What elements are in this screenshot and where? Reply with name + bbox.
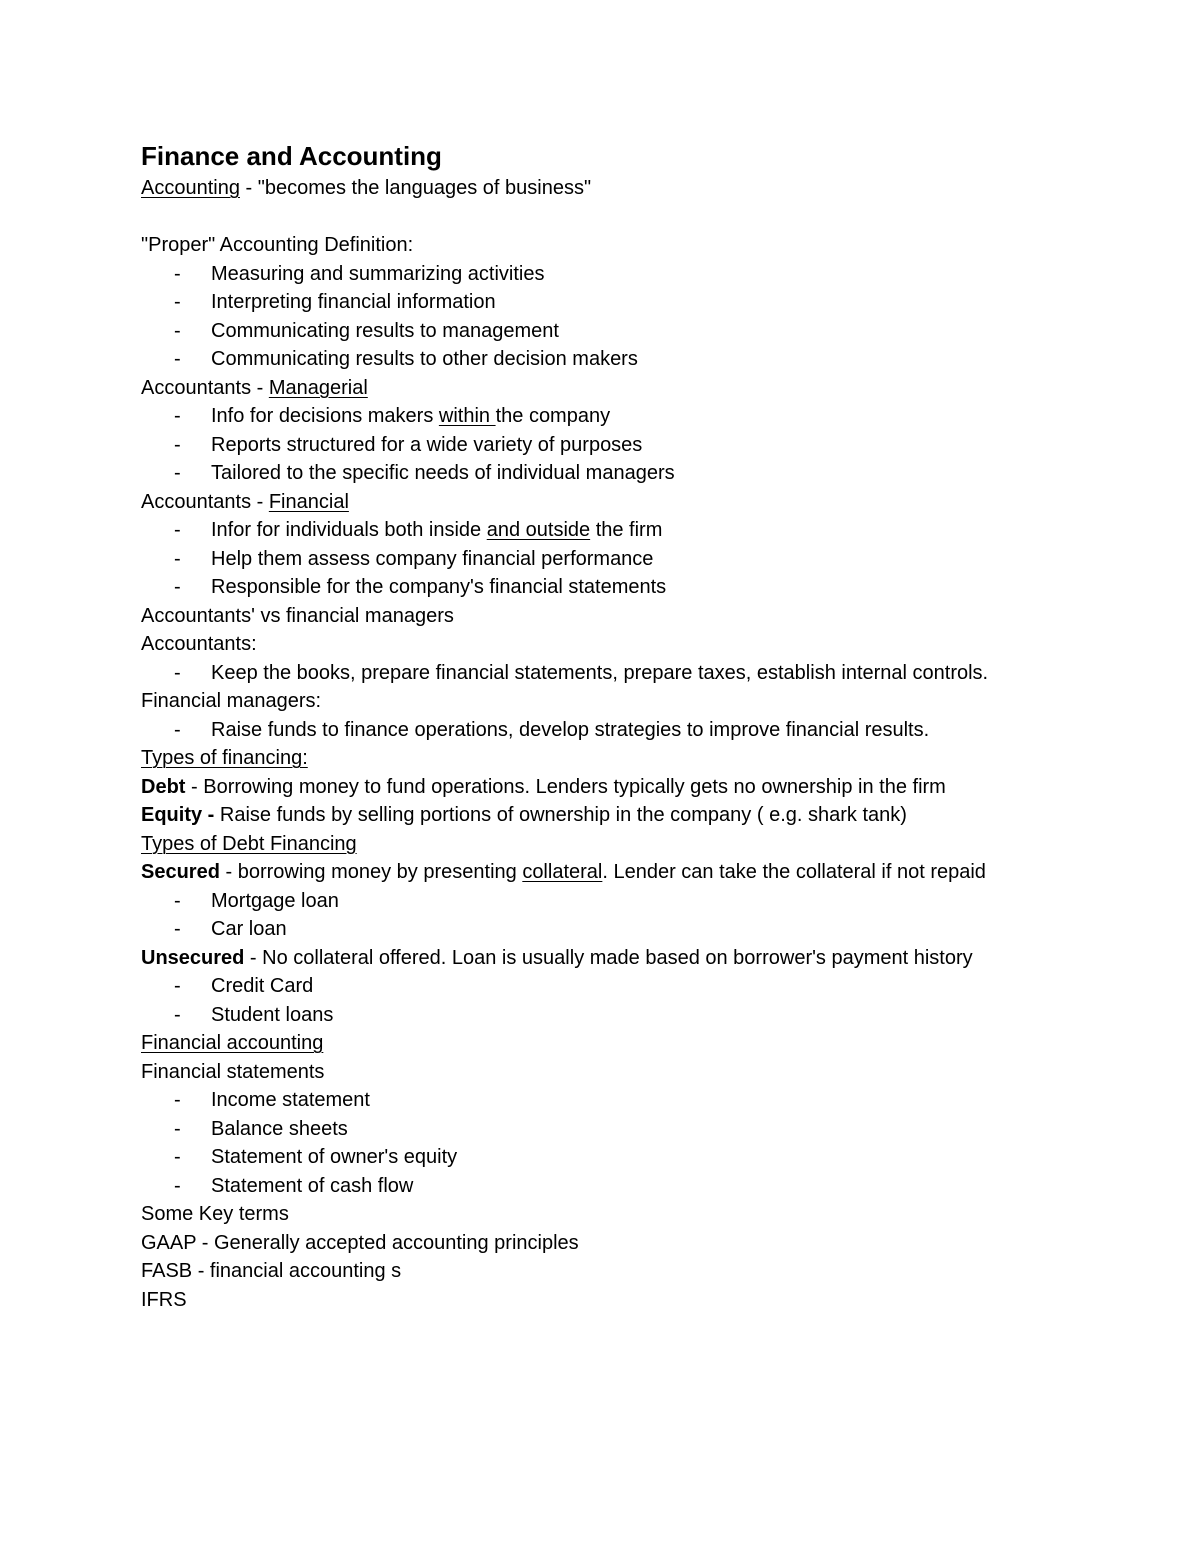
list-item-text: Interpreting financial information (211, 291, 496, 313)
dash-marker: - (174, 918, 181, 940)
definition-heading: "Proper" Accounting Definition: (141, 234, 414, 256)
intro-line (141, 174, 1141, 203)
key-terms-heading: Some Key terms (141, 1203, 289, 1225)
list-item-text: the company (495, 405, 611, 427)
financial-managers-label: Financial managers: (141, 690, 322, 712)
list-item (141, 573, 1141, 602)
list-item-text: Reports structured for a wide variety of purposes (211, 433, 643, 456)
heading-prefix: Accountants - (141, 490, 269, 513)
list-item-text: Credit Card (211, 975, 314, 997)
list-item (141, 1001, 1141, 1030)
list-item (141, 1172, 1141, 1201)
dash-marker: - (174, 889, 181, 912)
list-item-text: the firm (590, 519, 663, 541)
unsecured-definition: - No collateral offered. Loan is usually made based on borrower's payment history (244, 946, 973, 969)
dash-marker: - (174, 291, 181, 313)
unsecured-term: Unsecured (141, 946, 245, 969)
dash-marker: - (174, 718, 181, 741)
list-item (141, 972, 1141, 1001)
list-item (141, 345, 1141, 374)
dash-marker: - (174, 433, 181, 456)
collateral-word: collateral (522, 861, 603, 883)
list-item-text: Income statement (211, 1089, 370, 1111)
list-item (141, 459, 1141, 488)
list-item (141, 545, 1141, 574)
list-item-text: Balance sheets (211, 1117, 348, 1140)
key-term-line: IFRS (141, 1288, 187, 1311)
list-item (141, 260, 1141, 289)
financial-term: Financial (268, 490, 349, 513)
dash-marker: - (174, 262, 181, 285)
list-item-text: Raise funds to finance operations, develop strategies to improve financial results. (211, 718, 930, 741)
equity-line (141, 801, 1141, 830)
debt-financing-heading-text: Types of Debt Financing (141, 832, 357, 855)
list-item-text: Tailored to the specific needs of individual managers (211, 462, 675, 484)
key-term-line: FASB - financial accounting s (141, 1260, 402, 1282)
list-item (141, 516, 1141, 545)
list-item (141, 915, 1141, 944)
accounting-description: - "becomes the languages of business" (239, 177, 592, 199)
managerial-term: Managerial (268, 376, 368, 399)
financing-heading (141, 744, 1141, 773)
secured-line (141, 858, 1141, 887)
financial-statements-label: Financial statements (141, 1060, 325, 1083)
equity-definition: Raise funds by selling portions of ownership in the company ( e.g. shark tank) (219, 804, 907, 826)
accountants-label: Accountants: (141, 633, 257, 655)
list-item-text: Statement of owner's equity (211, 1146, 458, 1168)
financing-heading-text: Types of financing: (141, 747, 308, 769)
dash-marker: - (174, 1089, 181, 1111)
dash-marker: - (174, 1117, 181, 1140)
secured-definition: - borrowing money by presenting (219, 861, 523, 883)
list-item-text: Car loan (211, 918, 287, 940)
dash-marker: - (174, 319, 181, 342)
blank-line (141, 203, 1141, 232)
list-item-text: Student loans (211, 1003, 334, 1026)
list-item (141, 716, 1141, 745)
financial-accounting-heading-text: Financial accounting (141, 1032, 324, 1054)
list-item (141, 288, 1141, 317)
list-item-text: Statement of cash flow (211, 1174, 414, 1197)
financial-accounting-heading (141, 1029, 1141, 1058)
list-item-text: Measuring and summarizing activities (211, 262, 545, 285)
list-item (141, 402, 1141, 431)
list-item-text: Info for decisions makers (211, 405, 439, 427)
list-item (141, 431, 1141, 460)
dash-marker: - (174, 1174, 181, 1197)
dash-marker: - (174, 462, 181, 484)
list-item (141, 1143, 1141, 1172)
debt-term: Debt (141, 775, 186, 798)
secured-term: Secured (141, 861, 220, 883)
dash-marker: - (174, 975, 181, 997)
list-item (141, 1086, 1141, 1115)
dash-marker: - (174, 547, 181, 570)
list-item-text: Help them assess company financial performance (211, 547, 654, 570)
list-item-text: Keep the books, prepare financial statements, prepare taxes, establish internal controls. (211, 661, 989, 684)
dash-marker: - (174, 1003, 181, 1026)
accounting-term: Accounting (141, 177, 240, 199)
list-item (141, 1115, 1141, 1144)
debt-line (141, 773, 1141, 802)
financial-heading (141, 488, 1141, 517)
underlined-word: and outside (486, 519, 591, 541)
dash-marker: - (174, 405, 181, 427)
document-page (141, 138, 1141, 1314)
debt-financing-heading (141, 830, 1141, 859)
list-item-text: Communicating results to other decision makers (211, 348, 638, 370)
dash-marker: - (174, 1146, 181, 1168)
list-item-text: Infor for individuals both inside (211, 519, 487, 541)
managerial-heading (141, 374, 1141, 403)
page-title: Finance and Accounting (141, 141, 442, 171)
key-term-line: GAAP - Generally accepted accounting principles (141, 1231, 579, 1254)
list-item (141, 317, 1141, 346)
list-item-text: Communicating results to management (211, 319, 559, 342)
dash-marker: - (174, 519, 181, 541)
equity-term: Equity - (141, 804, 220, 826)
unsecured-line (141, 944, 1141, 973)
list-item-text: Responsible for the company's financial statements (211, 576, 667, 598)
comparison-heading: Accountants' vs financial managers (141, 604, 454, 627)
dash-marker: - (174, 576, 181, 598)
debt-definition: - Borrowing money to fund operations. Lenders typically gets no ownership in the firm (185, 775, 946, 798)
list-item (141, 659, 1141, 688)
list-item-text: Mortgage loan (211, 889, 339, 912)
dash-marker: - (174, 661, 181, 684)
dash-marker: - (174, 348, 181, 370)
secured-definition-end: . Lender can take the collateral if not repaid (602, 861, 986, 883)
heading-prefix: Accountants - (141, 376, 269, 399)
list-item (141, 887, 1141, 916)
underlined-word: within (438, 405, 496, 427)
